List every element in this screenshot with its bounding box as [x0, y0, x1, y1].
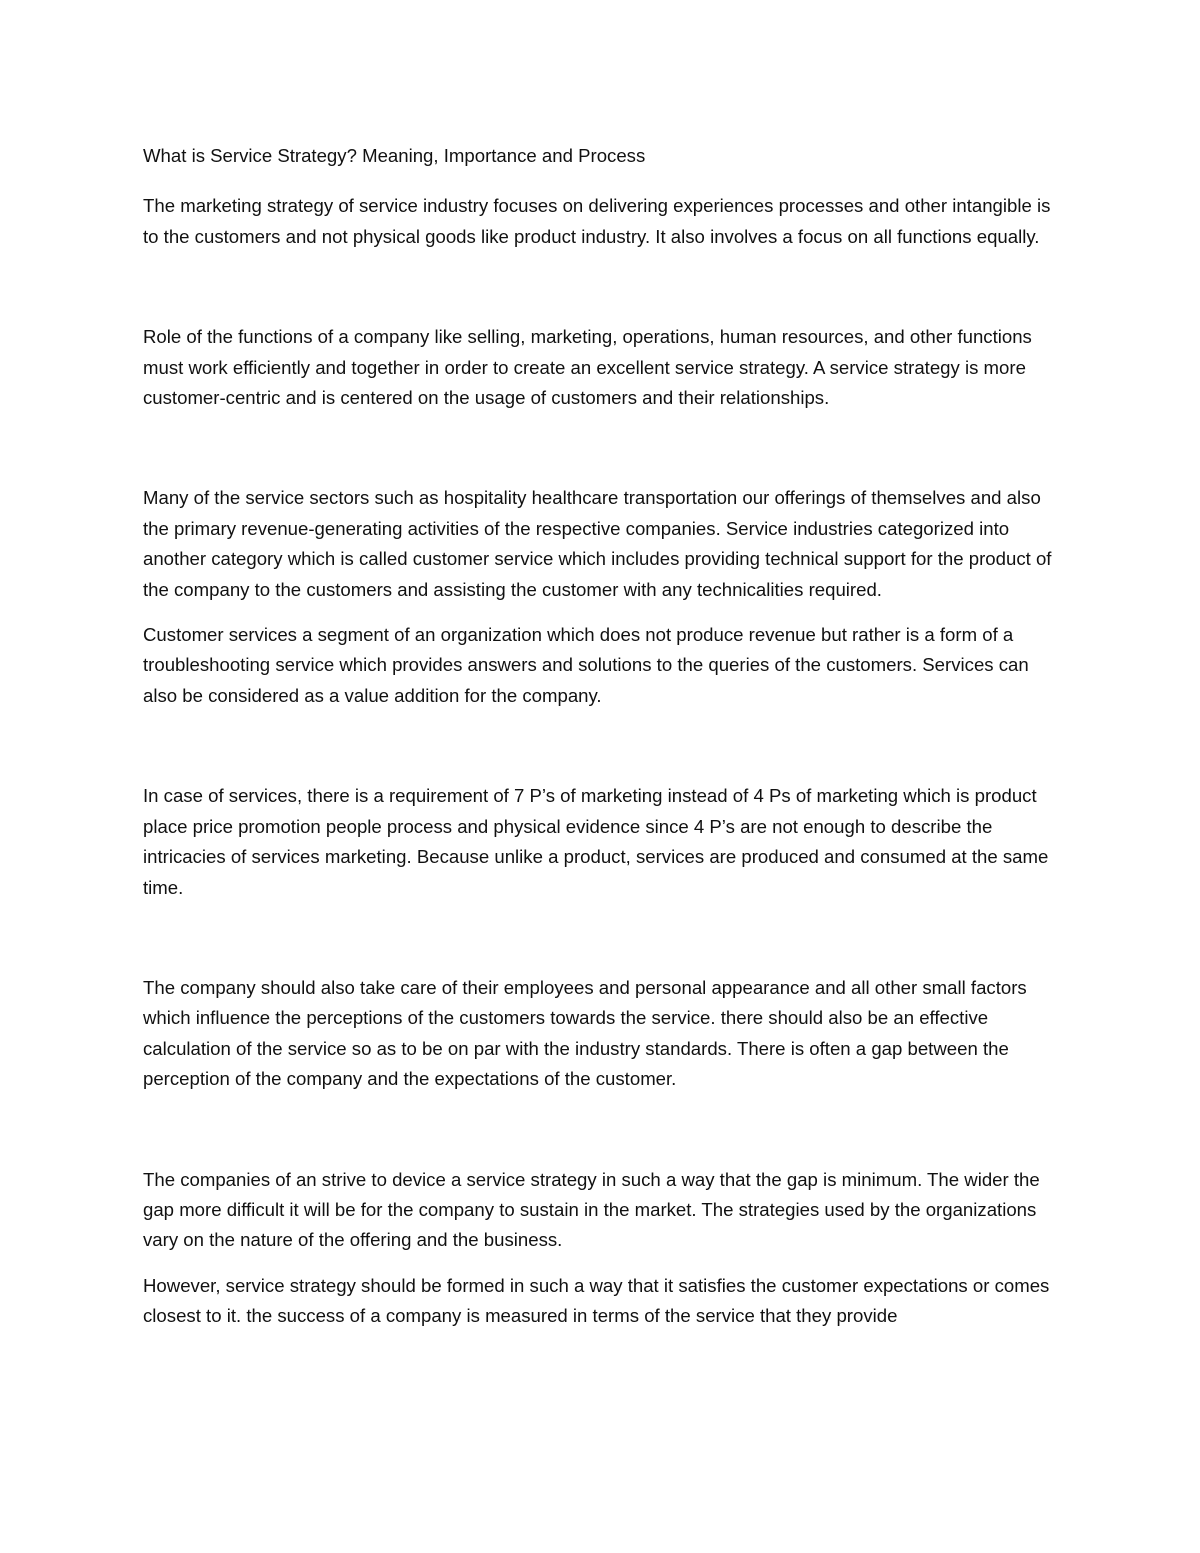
paragraph: The company should also take care of their employees and personal appearance and all other small factors which influence the perceptions of the customers towards the service. there should also be an effective calculation of the service so as to be on par with the industry standards. There is often a gap between the perception of the company and the expectations of the customer.: [143, 976, 1027, 1090]
document-body: [143, 141, 1063, 1332]
paragraph: The companies of an strive to device a service strategy in such a way that the gap is minimum. The wider the gap more difficult it will be for the company to sustain in the market. The strategies used by the organizations vary on the nature of the offering and the business.: [143, 1168, 1040, 1251]
document-title: What is Service Strategy? Meaning, Importance and Process: [143, 145, 646, 166]
paragraph: Customer services a segment of an organization which does not produce revenue but rather is a form of a troubleshooting service which provides answers and solutions to the queries of the customers. Services can also be considered as a value addition for the company.: [143, 624, 1029, 706]
paragraph: In case of services, there is a requirement of 7 P’s of marketing instead of 4 Ps of marketing which is product place price promotion people process and physical evidence since 4 P’s are not enough to describe the intricacies of services marketing. Because unlike a product, services are produced and consumed at the same time.: [143, 785, 1049, 898]
paragraph: Many of the service sectors such as hospitality healthcare transportation our offerings of themselves and also the primary revenue-generating activities of the respective companies. Service industries categorized into another category which is called customer service which includes providing technical support for the product of the company to the customers and assisting the customer with any technicalities required.: [143, 487, 1052, 600]
paragraph: However, service strategy should be formed in such a way that it satisfies the customer expectations or comes closest to it. the success of a company is measured in terms of the service that they provide: [143, 1274, 1050, 1327]
paragraph: Role of the functions of a company like selling, marketing, operations, human resources, and other functions must work efficiently and together in order to create an excellent service strategy. A service strategy is more customer-centric and is centered on the usage of customers and their relationships.: [143, 326, 1032, 409]
paragraph: The marketing strategy of service industry focuses on delivering experiences processes and other intangible is to the customers and not physical goods like product industry. It also involves a focus on all functions equally.: [143, 195, 1051, 247]
